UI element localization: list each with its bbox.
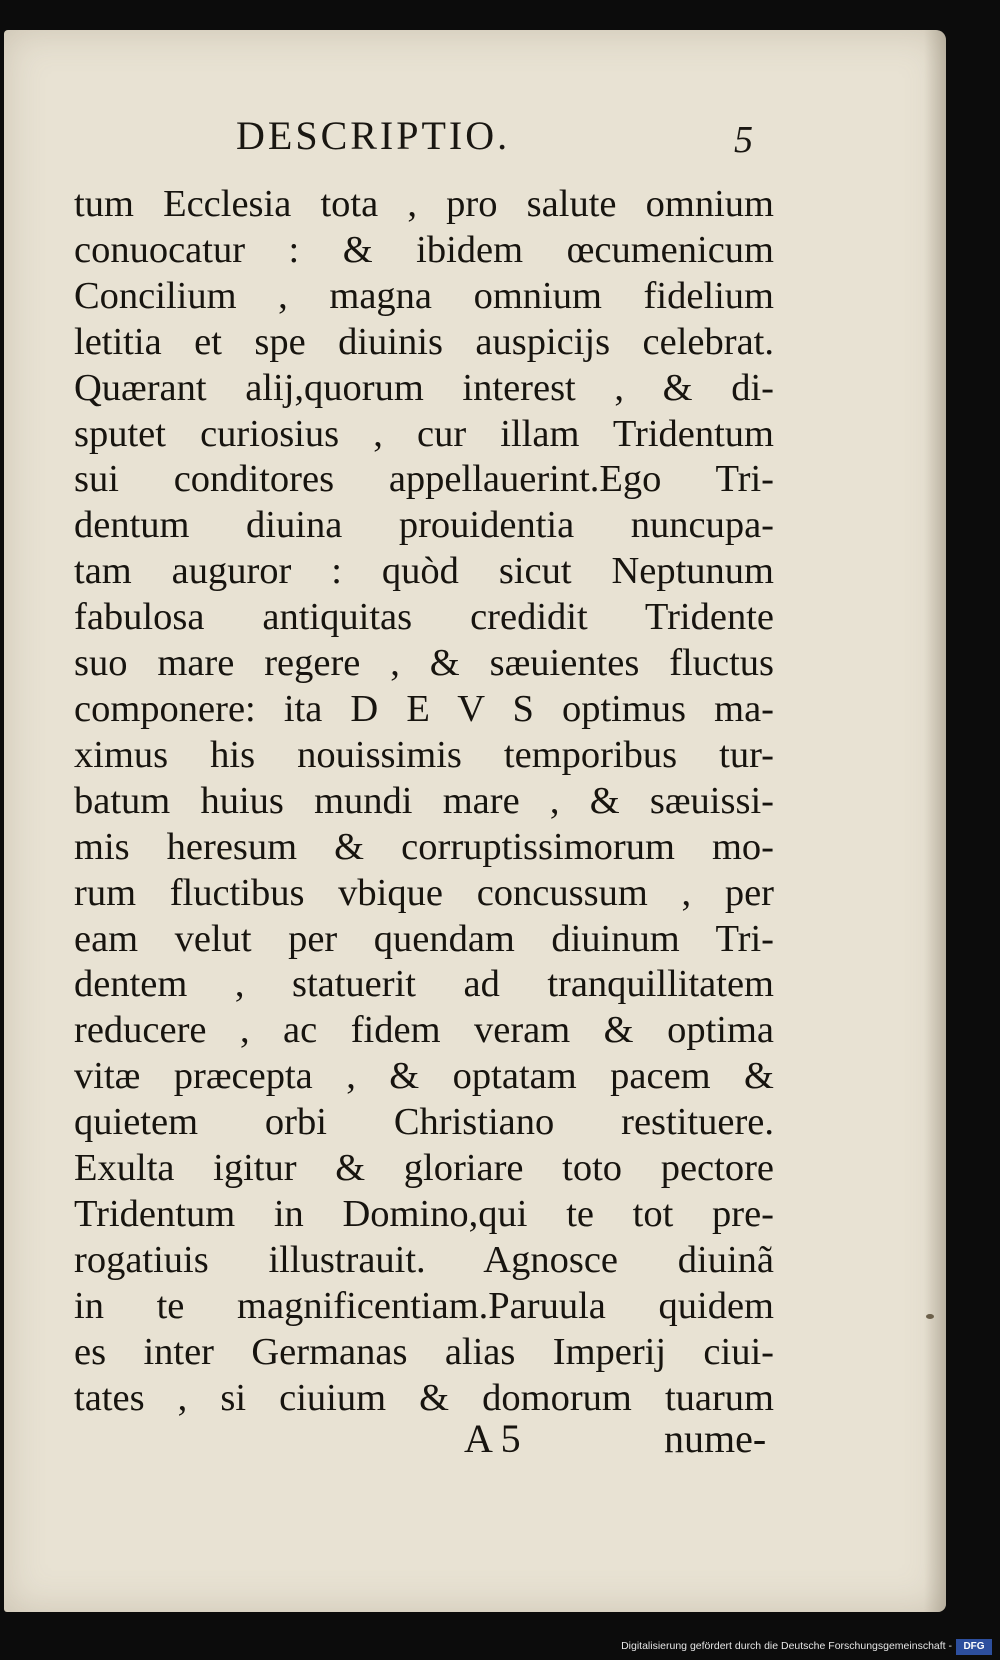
text-line: componere: ita D E V S optimus ma- <box>74 687 774 730</box>
text-line: rogatiuis illustrauit. Agnosce diuinã <box>74 1238 774 1281</box>
digitization-credit-bar <box>0 1632 1000 1660</box>
text-line: suo mare regere , & sæuientes fluctus <box>74 642 774 685</box>
ink-speck <box>926 1314 934 1319</box>
text-line: rum fluctibus vbique concussum , per <box>74 871 774 914</box>
text-line: Tridentum in Domino,qui te tot pre- <box>74 1192 774 1235</box>
text-line: sui conditores appellauerint.Ego Tri- <box>74 458 774 501</box>
dfg-logo: DFG <box>956 1639 992 1655</box>
text-line: tates , si ciuium & domorum tuarum <box>74 1376 774 1419</box>
page-edge-shadow <box>924 30 946 1612</box>
text-line: conuocatur : & ibidem œcumenicum <box>74 228 774 271</box>
text-line: fabulosa antiquitas credidit Tridente <box>74 596 774 639</box>
text-line: letitia et spe diuinis auspicijs celebrat. <box>74 320 774 363</box>
page-header <box>4 112 946 172</box>
book-page <box>4 30 946 1612</box>
text-line: Exulta igitur & gloriare toto pectore <box>74 1147 774 1190</box>
text-line: dentum diuina prouidentia nuncupa- <box>74 504 774 547</box>
funding-credit: Digitalisierung gefördert durch die Deutsche Forschungsgemeinschaft - <box>621 1640 952 1652</box>
text-line: vitæ præcepta , & optatam pacem & <box>74 1055 774 1098</box>
text-line: Concilium , magna omnium fidelium <box>74 274 774 317</box>
text-line: tam auguror : quòd sicut Neptunum <box>74 550 774 593</box>
text-line: Quærant alij,quorum interest , & di- <box>74 366 774 409</box>
text-line: mis heresum & corruptissimorum mo- <box>74 825 774 868</box>
text-line: in te magnificentiam.Paruula quidem <box>74 1284 774 1327</box>
text-line: quietem orbi Christiano restituere. <box>74 1101 774 1144</box>
body-text <box>74 182 774 1421</box>
signature-mark: A 5 <box>464 1416 521 1461</box>
text-line: batum huius mundi mare , & sæuissi- <box>74 779 774 822</box>
text-line: sputet curiosius , cur illam Tridentum <box>74 412 774 455</box>
text-line: tum Ecclesia tota , pro salute omnium <box>74 183 774 225</box>
page-foot <box>4 1415 946 1465</box>
catchword: nume- <box>664 1416 767 1461</box>
text-line: reducere , ac fidem veram & optima <box>74 1009 774 1052</box>
text-line: ximus his nouissimis temporibus tur- <box>74 733 774 776</box>
text-line: es inter Germanas alias Imperij ciui- <box>74 1330 774 1373</box>
page-number: 5 <box>734 119 753 161</box>
running-head: DESCRIPTIO. <box>236 113 511 158</box>
text-line: eam velut per quendam diuinum Tri- <box>74 917 774 960</box>
text-line: dentem , statuerit ad tranquillitatem <box>74 963 774 1006</box>
